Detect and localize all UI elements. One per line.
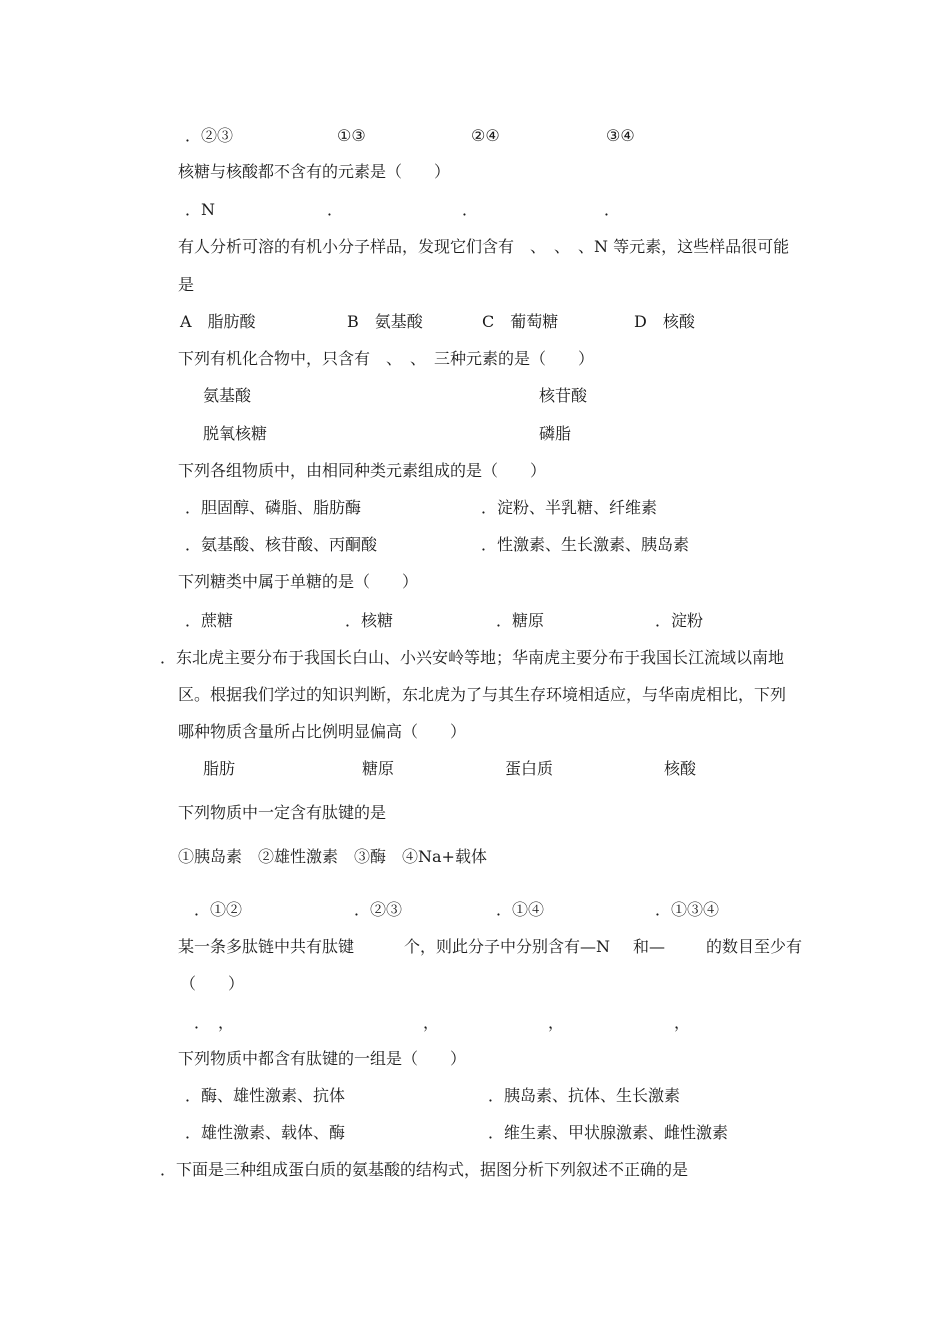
q-option-b: ．②③ [354, 900, 403, 919]
question-stem-continued: 是 [178, 275, 195, 294]
q-option-d: D 核酸 [634, 312, 695, 331]
q-option-d: ③④ [606, 126, 635, 145]
q-option-c: ．①④ [496, 900, 545, 919]
q-option-a: 脂肪 [203, 759, 236, 778]
q-option-a: A 脂肪酸 [180, 312, 256, 331]
q-option-d: ， [674, 1013, 691, 1032]
question-stem: 下列糖类中属于单糖的是（ ） [178, 572, 419, 591]
q-option-d: ．①③④ [655, 900, 720, 919]
q-option-b: ， [423, 1013, 440, 1032]
q-option-a: ．②③ [185, 126, 234, 145]
question-stem: 下列物质中一定含有肽键的是 [178, 803, 387, 822]
q-option-d: ．性激素、生长激素、胰岛素 [481, 535, 690, 554]
q-option-b: ．淀粉、半乳糖、纤维素 [481, 498, 658, 517]
q-option-d: ． [604, 200, 621, 219]
question-stem: ．下面是三种组成蛋白质的氨基酸的结构式，据图分析下列叙述不正确的是 [160, 1160, 689, 1179]
question-stem-continued: 区。根据我们学过的知识判断，东北虎为了与其生存环境相适应，与华南虎相比，下列 [178, 685, 787, 704]
q-option-d: 磷脂 [539, 424, 572, 443]
q-option-b: ．胰岛素、抗体、生长激素 [488, 1086, 681, 1105]
question-items: ①胰岛素 ②雄性激素 ③酶 ④Na+载体 [178, 847, 487, 866]
q-option-c: 脱氧核糖 [203, 424, 268, 443]
question-stem: 和— [633, 937, 666, 956]
question-stem-continued: 哪种物质含量所占比例明显偏高（ ） [178, 722, 467, 741]
q-option-c: ．雄性激素、载体、酶 [185, 1123, 346, 1142]
q-option-b: B 氨基酸 [347, 312, 423, 331]
q-option-b: 核苷酸 [539, 386, 588, 405]
q-option-a: 氨基酸 [203, 386, 252, 405]
q-option-c: C 葡萄糖 [482, 312, 559, 331]
question-stem: 有人分析可溶的有机小分子样品，发现它们含有 、 、 、N 等元素，这些样品很可能 [178, 237, 790, 256]
q-option-b: ．核糖 [345, 611, 394, 630]
q-option-b: 糖原 [362, 759, 395, 778]
q-option-d: ．淀粉 [655, 611, 704, 630]
question-stem: 核糖与核酸都不含有的元素是（ ） [178, 162, 451, 181]
question-stem: 下列有机化合物中，只含有 、 、 三种元素的是（ ） [178, 349, 595, 368]
q-option-a: ．胆固醇、磷脂、脂肪酶 [185, 498, 362, 517]
question-stem: 下列各组物质中，由相同种类元素组成的是（ ） [178, 461, 547, 480]
question-stem: 某一条多肽链中共有肽键 [178, 937, 355, 956]
q-option-c: ， [548, 1013, 565, 1032]
q-option-c: ．糖原 [496, 611, 545, 630]
q-option-c: 蛋白质 [505, 759, 554, 778]
q-option-d: 核酸 [664, 759, 697, 778]
q-option-c: ②④ [471, 126, 500, 145]
q-option-b: ． [327, 200, 344, 219]
q-option-c: ． [462, 200, 479, 219]
question-stem: 下列物质中都含有肽键的一组是（ ） [178, 1049, 467, 1068]
q-option-a: ．酶、雄性激素、抗体 [185, 1086, 346, 1105]
q-option-b: ①③ [337, 126, 366, 145]
question-stem: 个，则此分子中分别含有—N [404, 937, 611, 956]
question-stem: ．东北虎主要分布于我国长白山、小兴安岭等地；华南虎主要分布于我国长江流域以南地 [160, 648, 785, 667]
q-option-a: ． ， [194, 1013, 235, 1032]
answer-parentheses: （ ） [180, 974, 245, 993]
q-option-c: ．氨基酸、核苷酸、丙酮酸 [185, 535, 378, 554]
q-option-a: ．①② [194, 900, 243, 919]
q-option-a: ．蔗糖 [185, 611, 234, 630]
q-option-d: ．维生素、甲状腺激素、雌性激素 [488, 1123, 729, 1142]
question-stem: 的数目至少有 [706, 937, 803, 956]
q-option-a: ．N [185, 200, 216, 219]
